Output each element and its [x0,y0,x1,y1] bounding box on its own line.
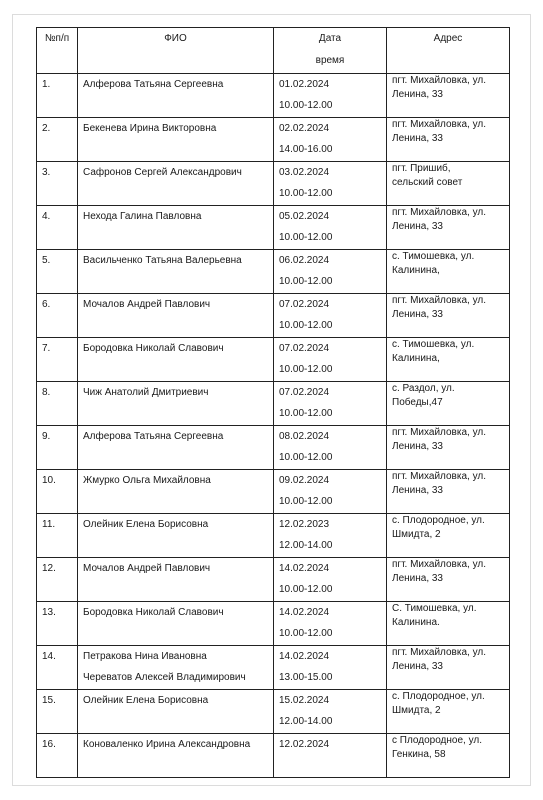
address-line: Калинина. [392,617,440,628]
table-row [37,338,510,382]
visit-date: 03.02.2024 [279,167,330,178]
row-number: 3. [37,162,78,206]
table-row [37,118,510,162]
visit-time: 10.00-12.00 [279,584,333,595]
header-date-time [274,28,387,74]
table-row [37,294,510,338]
row-number: 11. [37,514,78,558]
table-row [37,646,510,690]
row-name-cell [78,250,274,294]
row-address-cell [387,250,510,294]
table-row [37,470,510,514]
person-name: Коноваленко Ирина Александровна [83,739,251,750]
address-line: Победы,47 [392,397,443,408]
table-header-row [37,28,510,74]
visit-date: 07.02.2024 [279,343,330,354]
visit-time: 10.00-12.00 [279,100,333,111]
visit-time: 10.00-12.00 [279,320,333,331]
table-row [37,602,510,646]
row-address-cell [387,558,510,602]
page-border-left [12,14,13,786]
header-date: Дата [318,33,342,44]
row-date-cell [274,338,387,382]
person-name: Сафронов Сергей Александрович [83,167,242,178]
address-line: с. Тимошевка, ул. [392,339,475,350]
address-line: Ленина, 33 [392,309,443,320]
row-number: 12. [37,558,78,602]
visit-date: 08.02.2024 [279,431,330,442]
row-name-cell [78,206,274,250]
row-address-cell [387,206,510,250]
address-line: Генкина, 58 [392,749,446,760]
row-number: 8. [37,382,78,426]
person-name: Бородовка Николай Славович [83,343,224,354]
visit-time: 10.00-12.00 [279,364,333,375]
row-address-cell [387,602,510,646]
address-line: пгт. Михайловка, ул. [392,207,486,218]
address-line: Калинина, [392,265,440,276]
address-line: пгт. Михайловка, ул. [392,295,486,306]
visit-date: 01.02.2024 [279,79,330,90]
row-address-cell [387,734,510,778]
table-row [37,250,510,294]
person-name: Мочалов Андрей Павлович [83,299,211,310]
row-name-cell [78,690,274,734]
row-date-cell [274,690,387,734]
row-address-cell [387,382,510,426]
address-line: пгт. Пришиб, [392,163,451,174]
row-date-cell [274,602,387,646]
row-name-cell [78,74,274,118]
row-address-cell [387,162,510,206]
person-name: Алферова Татьяна Сергеевна [83,79,224,90]
visit-time: 13.00-15.00 [279,672,333,683]
visit-date: 12.02.2024 [279,739,330,750]
address-line: Ленина, 33 [392,485,443,496]
row-name-cell [78,734,274,778]
row-number: 6. [37,294,78,338]
header-number: №п/п [37,28,78,74]
address-line: с Плодородное, ул. [392,735,482,746]
row-date-cell [274,558,387,602]
row-address-cell [387,426,510,470]
row-name-cell [78,294,274,338]
row-address-cell [387,294,510,338]
row-number: 14. [37,646,78,690]
schedule-table [36,27,510,778]
row-date-cell [274,646,387,690]
table-row [37,206,510,250]
person-name: Чиж Анатолий Дмитриевич [83,387,209,398]
visit-date: 07.02.2024 [279,299,330,310]
header-time: время [315,55,345,66]
row-number: 10. [37,470,78,514]
table-row [37,162,510,206]
person-name: Олейник Елена Борисовна [83,695,209,706]
row-date-cell [274,74,387,118]
visit-date: 06.02.2024 [279,255,330,266]
person-name: Олейник Елена Борисовна [83,519,209,530]
visit-date: 15.02.2024 [279,695,330,706]
address-line: с. Плодородное, ул. [392,515,485,526]
row-number: 15. [37,690,78,734]
person-name: Мочалов Андрей Павлович [83,563,211,574]
visit-date: 02.02.2024 [279,123,330,134]
visit-date: 12.02.2023 [279,519,330,530]
row-name-cell [78,646,274,690]
row-date-cell [274,250,387,294]
visit-time: 14.00-16.00 [279,144,333,155]
row-number: 5. [37,250,78,294]
row-address-cell [387,690,510,734]
row-address-cell [387,646,510,690]
page-border-bottom [12,785,531,786]
row-name-cell [78,558,274,602]
address-line: Ленина, 33 [392,221,443,232]
row-number: 16. [37,734,78,778]
address-line: с. Раздол, ул. [392,383,455,394]
row-number: 7. [37,338,78,382]
row-address-cell [387,74,510,118]
table-row [37,558,510,602]
visit-time: 10.00-12.00 [279,408,333,419]
visit-time: 10.00-12.00 [279,276,333,287]
address-line: Шмидта, 2 [392,529,441,540]
row-number: 13. [37,602,78,646]
row-address-cell [387,118,510,162]
address-line: пгт. Михайловка, ул. [392,559,486,570]
visit-time: 10.00-12.00 [279,628,333,639]
visit-date: 14.02.2024 [279,651,330,662]
address-line: сельский совет [392,177,463,188]
header-address: Адрес [387,28,510,74]
row-date-cell [274,206,387,250]
address-line: Ленина, 33 [392,573,443,584]
row-number: 1. [37,74,78,118]
address-line: Ленина, 33 [392,89,443,100]
address-line: пгт. Михайловка, ул. [392,119,486,130]
address-line: Ленина, 33 [392,661,443,672]
visit-time: 10.00-12.00 [279,452,333,463]
row-name-cell [78,602,274,646]
row-address-cell [387,470,510,514]
row-date-cell [274,426,387,470]
table-row [37,74,510,118]
address-line: с. Плодородное, ул. [392,691,485,702]
visit-time: 12.00-14.00 [279,716,333,727]
address-line: с. Тимошевка, ул. [392,251,475,262]
address-line: пгт. Михайловка, ул. [392,647,486,658]
row-date-cell [274,294,387,338]
address-line: Ленина, 33 [392,133,443,144]
row-name-cell [78,118,274,162]
row-date-cell [274,514,387,558]
row-date-cell [274,734,387,778]
page-border-right [530,14,531,786]
row-number: 2. [37,118,78,162]
row-name-cell [78,470,274,514]
visit-date: 14.02.2024 [279,607,330,618]
table-row [37,426,510,470]
address-line: Калинина, [392,353,440,364]
address-line: пгт. Михайловка, ул. [392,427,486,438]
visit-date: 14.02.2024 [279,563,330,574]
person-name: Нехода Галина Павловна [83,211,202,222]
person-name: Череватов Алексей Владимирович [83,672,246,683]
row-name-cell [78,382,274,426]
address-line: С. Тимошевка, ул. [392,603,477,614]
row-date-cell [274,162,387,206]
person-name: Бородовка Николай Славович [83,607,224,618]
row-name-cell [78,338,274,382]
visit-date: 05.02.2024 [279,211,330,222]
table-row [37,734,510,778]
page-border-top [12,14,531,15]
person-name: Васильченко Татьяна Валерьевна [83,255,242,266]
address-line: Шмидта, 2 [392,705,441,716]
row-number: 4. [37,206,78,250]
row-number: 9. [37,426,78,470]
address-line: Ленина, 33 [392,441,443,452]
person-name: Бекенева Ирина Викторовна [83,123,217,134]
visit-date: 09.02.2024 [279,475,330,486]
address-line: пгт. Михайловка, ул. [392,75,486,86]
visit-date: 07.02.2024 [279,387,330,398]
person-name: Жмурко Ольга Михайловна [83,475,211,486]
row-name-cell [78,514,274,558]
row-date-cell [274,382,387,426]
address-line: пгт. Михайловка, ул. [392,471,486,482]
row-name-cell [78,426,274,470]
table-row [37,382,510,426]
table-row [37,514,510,558]
header-name: ФИО [78,28,274,74]
person-name: Петракова Нина Ивановна [83,651,207,662]
visit-time: 10.00-12.00 [279,496,333,507]
row-address-cell [387,514,510,558]
person-name: Алферова Татьяна Сергеевна [83,431,224,442]
row-name-cell [78,162,274,206]
visit-time: 12.00-14.00 [279,540,333,551]
row-date-cell [274,118,387,162]
row-date-cell [274,470,387,514]
visit-time: 10.00-12.00 [279,232,333,243]
row-address-cell [387,338,510,382]
visit-time: 10.00-12.00 [279,188,333,199]
table-row [37,690,510,734]
